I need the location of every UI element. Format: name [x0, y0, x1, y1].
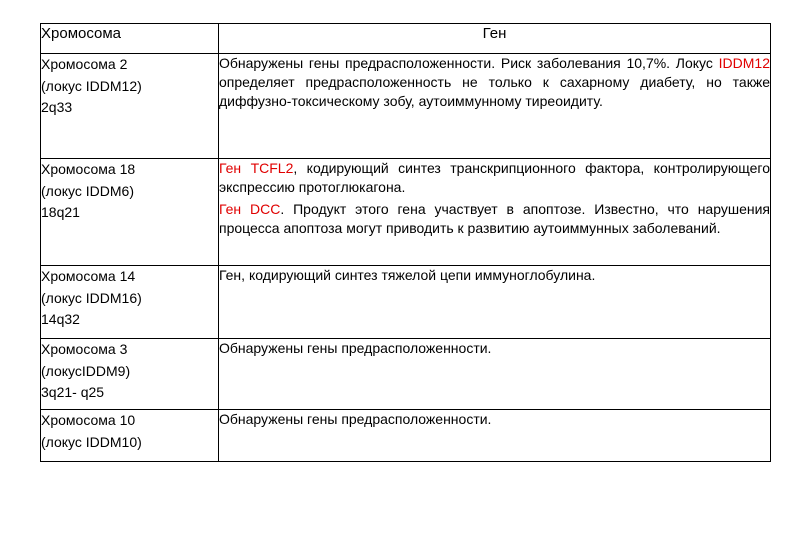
cytoband: 3q21- q25	[41, 384, 105, 400]
cytoband: 18q21	[41, 204, 80, 220]
gene-text: , кодирующий синтез транскрипционного фактора, контролирующего экспрессию протоглюкагона.	[219, 160, 771, 195]
cytoband: 2q33	[41, 99, 73, 115]
gene-text: . Продукт этого гена участвует в апоптозе. Известно, что нарушения процесса апоптоза могут приводить к развитию аутоиммунных заболеваний.	[219, 201, 770, 236]
gene-paragraph	[219, 159, 770, 197]
locus-label: (локусIDDM9)	[41, 362, 131, 379]
gene-paragraph	[219, 200, 770, 238]
locus-label: (локус IDDM16)	[41, 289, 142, 306]
chromosome-name: Хромосома 10	[41, 412, 136, 428]
gene-cell: Ген, кодирующий синтез тяжелой цепи иммуноглобулина.	[219, 266, 771, 339]
table-row	[41, 54, 771, 159]
chromosome-gene-table	[40, 23, 771, 462]
gene-cell	[219, 159, 771, 266]
table-row	[41, 266, 771, 339]
chromosome-cell	[41, 339, 219, 410]
chromosome-name: Хромосома 14	[41, 268, 136, 284]
chromosome-cell	[41, 159, 219, 266]
locus-label: (локус IDDM10)	[41, 433, 142, 450]
gene-text: определяет предрасположенность не только к сахарному диабету, но также диффузно-токсическому зобу, аутоиммунному тиреоидиту.	[219, 74, 770, 109]
locus-label: (локус IDDM12)	[41, 77, 142, 94]
gene-text: Обнаружены гены предрасположенности. Риск заболевания 10,7%. Локус	[219, 55, 719, 71]
gene-name-highlight: Ген DCC	[219, 201, 281, 217]
gene-name-highlight: Ген TCFL2	[219, 160, 294, 176]
header-chromosome: Хромосома	[41, 24, 219, 54]
gene-cell: Обнаружены гены предрасположенности.	[219, 339, 771, 410]
locus-highlight: IDDM12	[718, 55, 770, 71]
table-row	[41, 339, 771, 410]
table-row	[41, 159, 771, 266]
chromosome-name: Хромосома 2	[41, 56, 128, 72]
chromosome-name: Хромосома 3	[41, 341, 128, 357]
table-row	[41, 410, 771, 462]
chromosome-cell	[41, 410, 219, 462]
chromosome-name: Хромосома 18	[41, 161, 136, 177]
gene-cell: Обнаружены гены предрасположенности.	[219, 410, 771, 462]
chromosome-cell	[41, 54, 219, 159]
header-gene: Ген	[219, 24, 771, 54]
locus-label: (локус IDDM6)	[41, 182, 135, 199]
cytoband: 14q32	[41, 311, 80, 327]
header-row	[41, 24, 771, 54]
chromosome-cell	[41, 266, 219, 339]
gene-cell	[219, 54, 771, 159]
